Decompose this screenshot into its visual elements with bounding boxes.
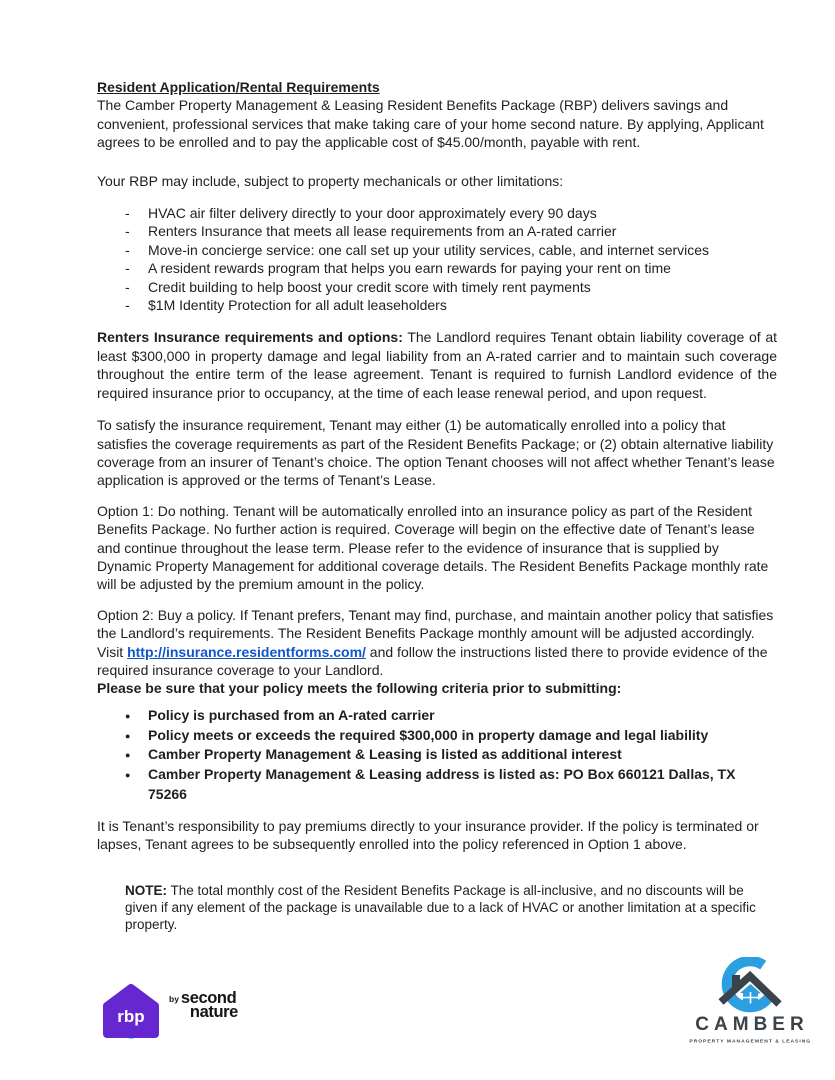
insurance-options-paragraph: To satisfy the insurance requirement, Tenant may either (1) be automatically enrolled into a policy that satisfies the coverage requirements as part of the Resident Benefits Package; or (2) obtain alternative liability coverage from an insurer of Tenant’s choice. The option Tenant chooses will not affect whether Tenant’s lease application is approved or the terms of Tenant’s Lease. (97, 417, 775, 489)
rbp-includes-intro: Your RBP may include, subject to property mechanicals or other limitations: (97, 172, 564, 189)
second-nature-name (180, 989, 238, 1021)
second-nature-wordmark (169, 989, 238, 1021)
camber-tagline: PROPERTY MANAGEMENT & LEASING (689, 1038, 811, 1044)
note-lead: NOTE: (125, 882, 167, 898)
criteria-item: ● Camber Property Management & Leasing is listed as additional interest (97, 745, 777, 765)
rbp-benefits-list (97, 204, 777, 314)
second-nature-line1: second (180, 989, 237, 1007)
rbp-badge-label: rbp (117, 1007, 145, 1026)
intro-paragraph: The Camber Property Management & Leasing Resident Benefits Package (RBP) delivers savings and convenient, professional services that make taking care of your home second nature. By applying, Applicant agrees to be enrolled and to pay the applicable cost of $45.00/month, payable with rent. (97, 97, 764, 151)
option2-text-pre: Option 2: Buy a policy. If Tenant prefers, Tenant may find, purchase, and maintain another policy that satisfies the Landlord’s requirements. The Resident Benefits Package monthly amount will be adjusted accordingly. Visit (97, 606, 774, 660)
document-body (97, 78, 777, 933)
option1-paragraph: Option 1: Do nothing. Tenant will be automatically enrolled into an insurance policy as part of the Resident Benefits Package. No further action is required. Coverage will begin on the effective date of Tenant’s lease and continue throughout the lease term. Please refer to the evidence of insurance that is supplied by Dynamic Property Management for additional coverage details. The Resident Benefits Package monthly rate will be adjusted by the premium amount in the policy. (97, 502, 769, 593)
criteria-item: ● Policy is purchased from an A-rated carrier (97, 706, 777, 726)
premium-responsibility-paragraph: It is Tenant’s responsibility to pay premiums directly to your insurance provider. If the policy is terminated or lapses, Tenant agrees to be subsequently enrolled into the policy referenced in Option 1 above. (97, 817, 759, 853)
insurance-portal-link[interactable]: http://insurance.residentforms.com/ (127, 643, 366, 660)
renters-requirements-lead: Renters Insurance requirements and options: (97, 329, 403, 346)
note-text: The total monthly cost of the Resident Benefits Package is all-inclusive, and no discounts will be given if any element of the package is unavailable due to a lack of HVAC or another limitation at a specific property. (125, 882, 756, 932)
benefit-item: - A resident rewards program that helps you earn rewards for paying your rent on time (97, 259, 777, 277)
option2-paragraph (97, 606, 777, 680)
benefit-item: - Credit building to help boost your credit score with timely rent payments (97, 278, 777, 296)
rbp-second-nature-logo (98, 979, 238, 1045)
criteria-heading: Please be sure that your policy meets the following criteria prior to submitting: (97, 680, 622, 697)
camber-tagline-wrap (683, 1038, 817, 1047)
camber-name: CAMBER (695, 1014, 809, 1035)
benefit-item: - $1M Identity Protection for all adult leaseholders (97, 296, 777, 314)
camber-house-icon (690, 957, 810, 1013)
page-title: Resident Application/Rental Requirements (97, 79, 380, 95)
benefit-item: - Move-in concierge service: one call set up your utility services, cable, and internet services (97, 241, 777, 259)
criteria-item: ● Policy meets or exceeds the required $300,000 in property damage and legal liability (97, 726, 777, 746)
option2-text-post: and follow the instructions listed there to provide evidence of the required insurance coverage to your Landlord. (97, 643, 768, 678)
rbp-house-icon (98, 979, 164, 1045)
camber-logo (683, 957, 817, 1047)
policy-criteria-list (97, 706, 777, 805)
renters-requirements-paragraph (97, 328, 777, 402)
note-paragraph (125, 882, 763, 933)
second-nature-line2: nature (189, 1002, 238, 1021)
benefit-item: - HVAC air filter delivery directly to your door approximately every 90 days (97, 204, 777, 222)
criteria-item: ● Camber Property Management & Leasing address is listed as: PO Box 660121 Dallas, TX 75266 (97, 765, 777, 805)
second-nature-by-label: by (169, 994, 179, 1004)
benefit-item: - Renters Insurance that meets all lease requirements from an A-rated carrier (97, 222, 777, 240)
renters-requirements-text: The Landlord requires Tenant obtain liability coverage of at least $300,000 in property damage and legal liability from an A-rated carrier and to maintain such coverage throughout the entire term of the lease agreement. Tenant is required to furnish Landlord evidence of the required insurance prior to occupancy, at the time of each lease renewal period, and upon request. (97, 329, 777, 401)
